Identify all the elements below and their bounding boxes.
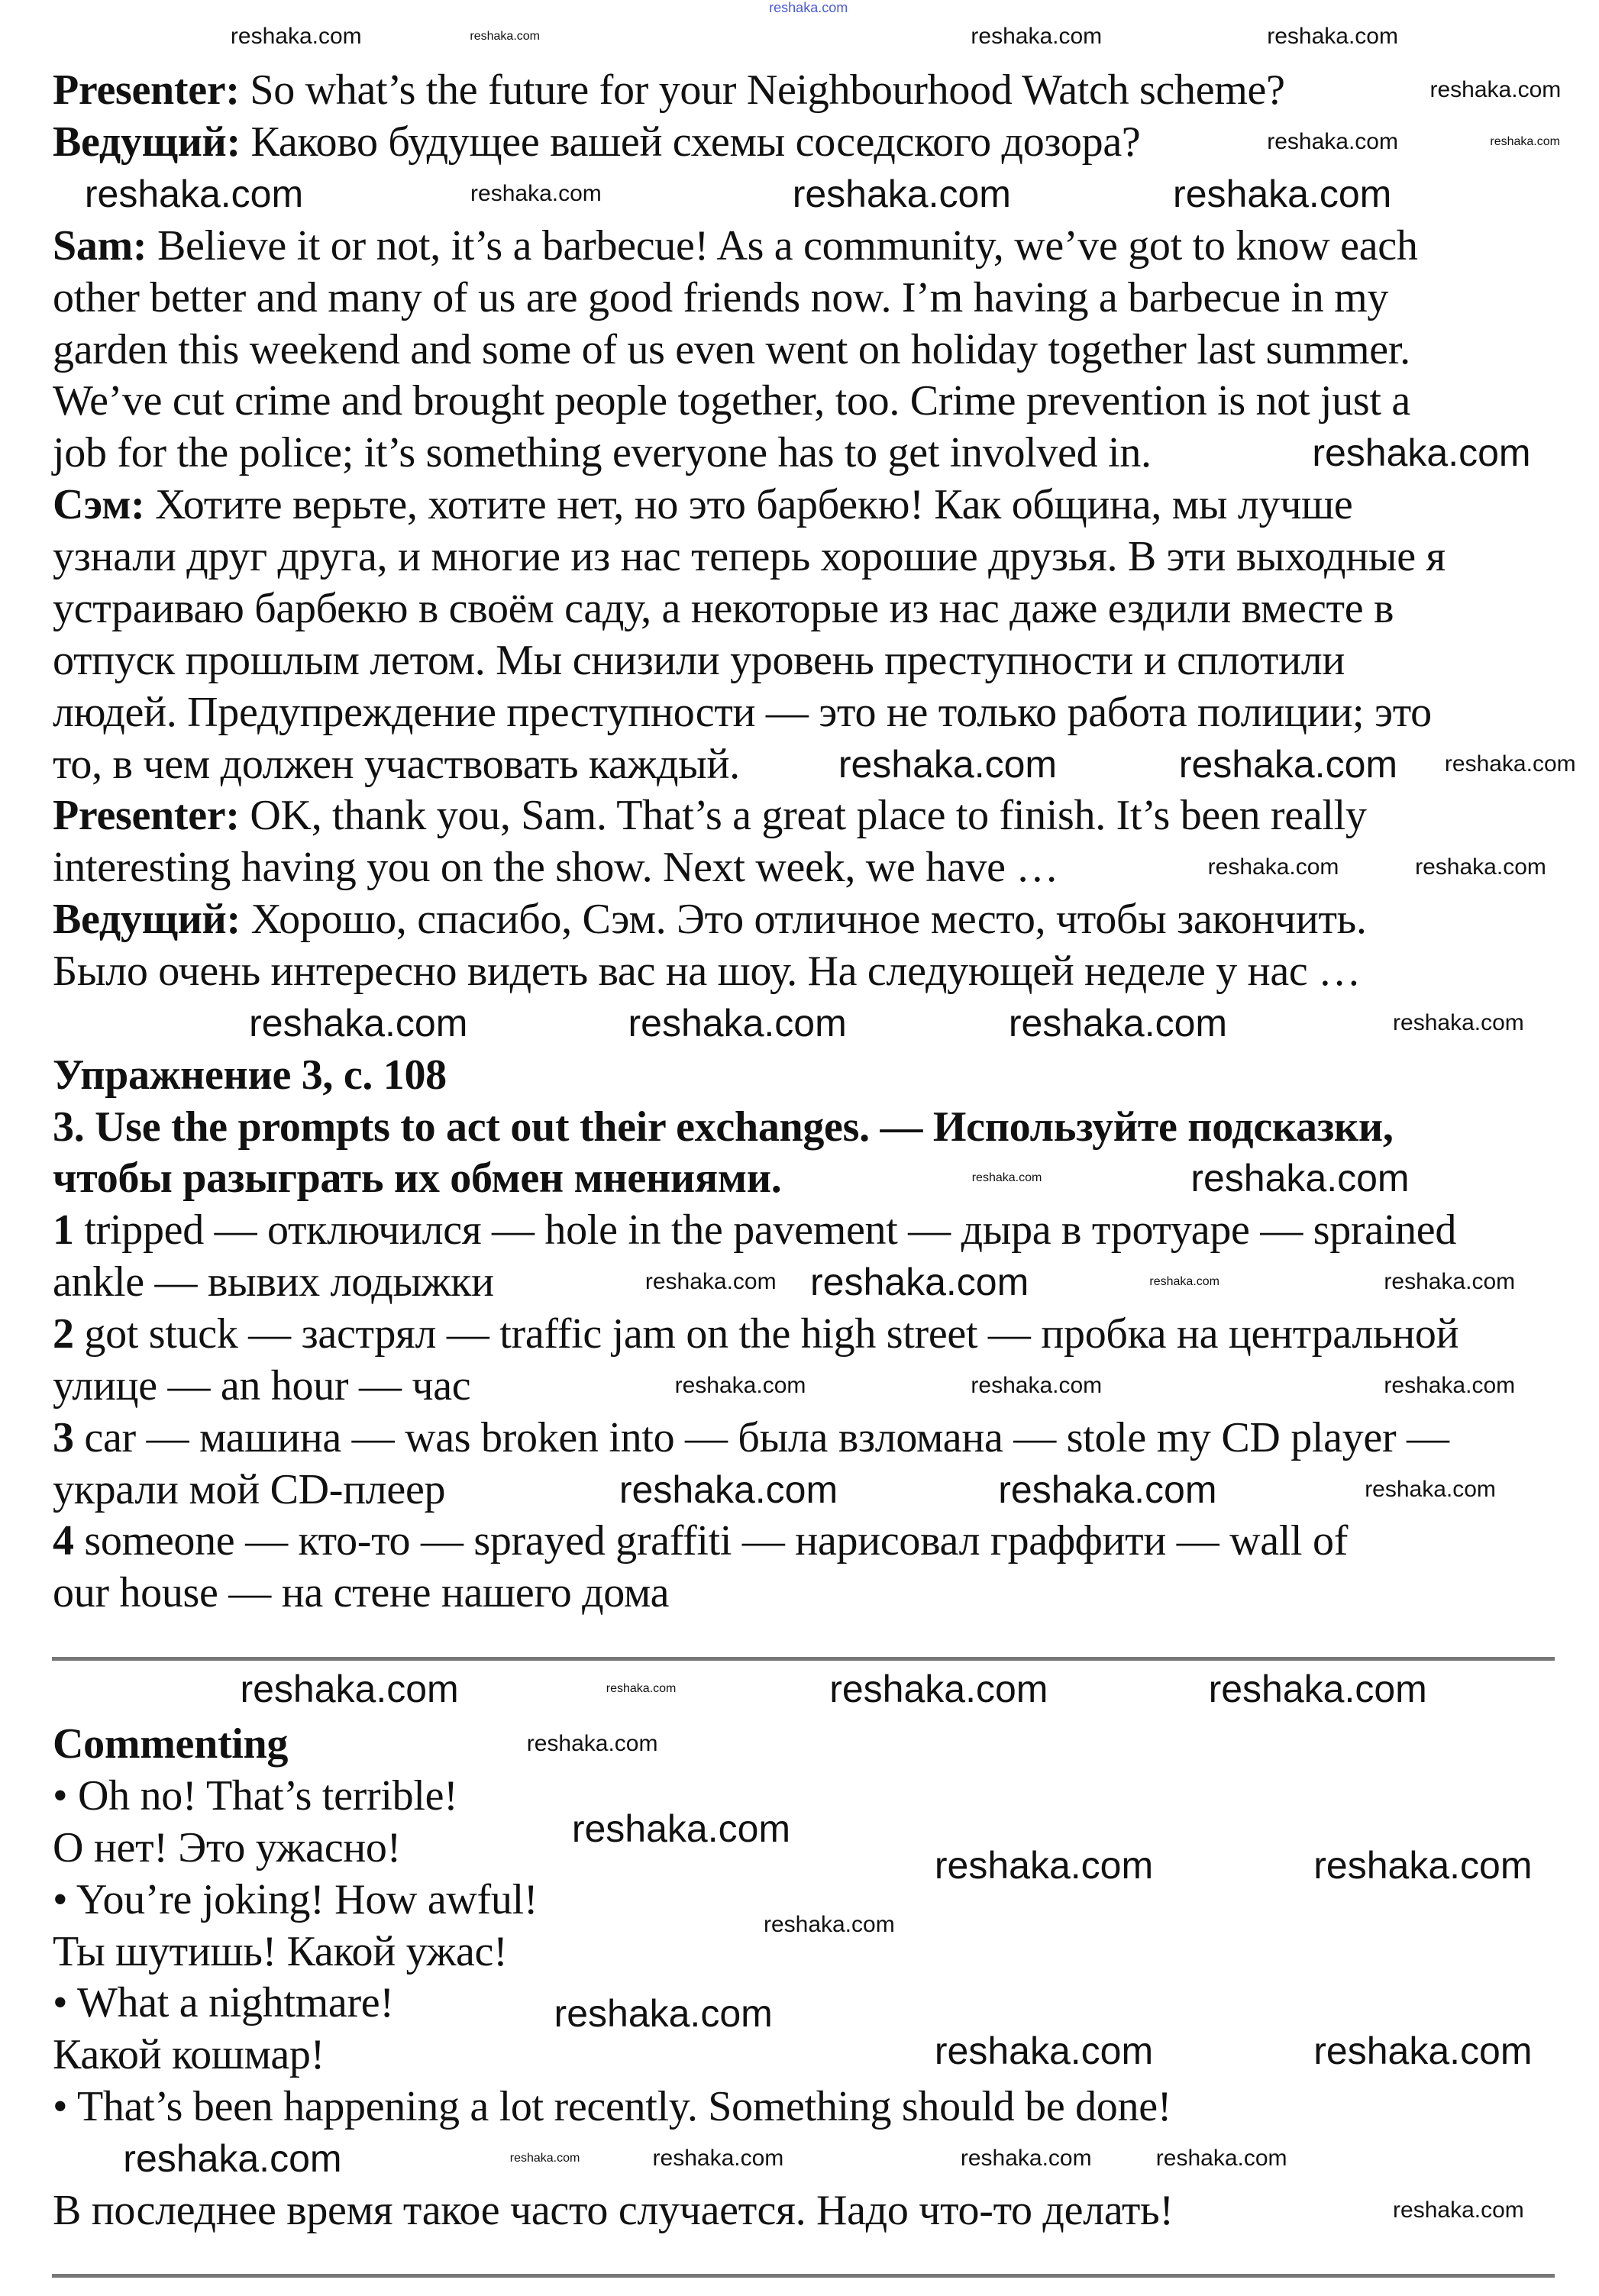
text-line [53,635,1345,686]
text-line [53,1926,507,1978]
text-line [53,2185,1174,2236]
text-line [53,1515,1348,1567]
text-line [53,220,1418,272]
watermark: reshaka.com [1313,1844,1533,1887]
text-line [53,427,1152,479]
text-line [53,1874,538,1926]
line-text: Ты шутишь! Какой ужас! [53,1927,508,1975]
line-text: Believe it or not, it’s a barbecue! As a community, we’ve got to know each [147,221,1418,270]
text-line [53,1256,494,1308]
text-line [53,64,1285,116]
text-line [53,841,1058,893]
watermark: reshaka.com [249,1001,468,1045]
watermark: reshaka.com [1008,1001,1228,1045]
watermark: reshaka.com [960,2146,1092,2172]
watermark: reshaka.com [1490,135,1560,149]
text-line [53,686,1432,738]
watermark: reshaka.com [934,2029,1154,2072]
watermark: reshaka.com [1393,2197,1524,2223]
watermark: reshaka.com [971,1372,1103,1398]
bold-label: Ведущий: [53,118,241,166]
line-text: людей. Предупреждение преступности — это не только работа полиции; это [53,688,1432,736]
watermark: reshaka.com [769,0,848,15]
watermark: reshaka.com [1155,2146,1287,2172]
watermark: reshaka.com [1393,1009,1524,1035]
line-text: то, в чем должен участвовать каждый. [53,740,740,788]
watermark: reshaka.com [1149,1275,1219,1289]
watermark: reshaka.com [606,1682,677,1696]
line-text: ankle — вывих лодыжки [53,1258,494,1306]
watermark: reshaka.com [1444,751,1576,777]
line-text: garden this weekend and some of us even went on holiday together last summer. [53,325,1410,373]
text-line [53,945,1361,997]
bold-label: 4 [53,1517,74,1565]
line-text: узнали друг друга, и многие из нас теперь хорошие друзья. В эти выходные я [53,533,1446,581]
watermark: reshaka.com [619,1468,838,1511]
line-text: So what’s the future for your Neighbourhood Watch scheme? [239,66,1285,115]
text-line [53,272,1388,324]
watermark: reshaka.com [763,1911,895,1937]
divider [52,1657,1555,1661]
bold-label: Ведущий: [53,896,241,944]
bold-label: 2 [53,1310,74,1358]
bold-label: 3. Use the prompts to act out their exchanges. — Используйте подсказки, [53,1103,1394,1151]
line-text: отпуск прошлым летом. Мы снизили уровень преступности и сплотили [53,636,1345,684]
line-text: Каково будущее вашей схемы соседского дозора? [240,118,1141,166]
watermark: reshaka.com [123,2137,342,2181]
watermark: reshaka.com [1173,173,1392,215]
bold-label: Сэм: [53,481,145,529]
bold-label: Presenter: [53,66,240,115]
watermark: reshaka.com [934,1844,1154,1887]
text-line [53,893,1367,945]
text-line [53,1464,445,1516]
watermark: reshaka.com [809,1261,1029,1304]
bold-label: 3 [53,1413,74,1461]
watermark: reshaka.com [1415,854,1546,880]
line-text: Было очень интересно видеть вас на шоу. На следующей неделе у нас … [53,947,1361,995]
watermark: reshaka.com [1267,129,1398,155]
text-line [53,1412,1449,1464]
watermark: reshaka.com [1190,1157,1410,1200]
text-line [53,324,1410,376]
watermark: reshaka.com [792,173,1011,215]
watermark: reshaka.com [240,1668,459,1711]
watermark: reshaka.com [971,24,1103,50]
line-text: job for the police; it’s something everyone has to get involved in. [53,429,1152,477]
line-text: tripped — отключился — hole in the pavement — дыра в тротуаре — sprained [73,1206,1457,1255]
line-text: interesting having you on the show. Next week, we have … [53,844,1059,892]
text-line [53,1152,781,1204]
line-text: OK, thank you, Sam. That’s a great place to finish. It’s been really [239,792,1367,840]
line-text: someone — кто-то — sprayed graffiti — нарисовал граффити — wall of [73,1517,1349,1565]
bold-label: Commenting [53,1720,289,1768]
watermark: reshaka.com [470,181,602,206]
bold-label: Presenter: [53,792,240,840]
text-line [53,583,1394,635]
watermark: reshaka.com [1384,1372,1516,1398]
text-line [53,116,1140,168]
text-line [53,790,1367,841]
line-text: got stuck — застрял — traffic jam on the high street — пробка на центральной [73,1310,1459,1358]
bold-label: Упражнение 3, с. 108 [53,1051,447,1099]
watermark: reshaka.com [1365,1476,1496,1502]
line-text: О нет! Это ужасно! [53,1823,401,1871]
watermark: reshaka.com [84,173,304,215]
text-line [53,1822,401,1874]
line-text: • That’s been happening a lot recently. Something should be done! [53,2083,1172,2131]
line-text: Хотите верьте, хотите нет, но это барбекю! Как община, мы лучше [144,481,1353,529]
watermark: reshaka.com [829,1668,1048,1711]
watermark: reshaka.com [554,1992,773,2036]
line-text: • You’re joking! How awful! [53,1875,538,1923]
watermark: reshaka.com [652,2146,784,2172]
line-text: улице — an hour — час [53,1361,471,1410]
watermark: reshaka.com [838,742,1058,786]
text-line [53,1101,1394,1153]
watermark: reshaka.com [571,1807,791,1850]
watermark: reshaka.com [1267,24,1398,50]
line-text: We’ve cut crime and brought people together, too. Crime prevention is not just a [53,377,1410,425]
line-text: our house — на стене нашего дома [53,1569,670,1617]
text-line [53,1308,1458,1360]
watermark: reshaka.com [230,24,362,50]
line-text: • Oh no! That’s terrible! [53,1772,458,1820]
watermark: reshaka.com [470,30,540,44]
text-line [53,1049,447,1101]
text-line [53,531,1446,583]
watermark: reshaka.com [1178,742,1398,786]
line-text: устраиваю барбекю в своём саду, а некоторые из нас даже ездили вместе в [53,584,1394,632]
text-line [53,2029,325,2081]
line-text: В последнее время такое часто случается. Надо что-то делать! [53,2186,1174,2234]
watermark: reshaka.com [998,1468,1217,1511]
watermark: reshaka.com [509,2152,580,2165]
watermark: reshaka.com [1384,1269,1516,1295]
watermark: reshaka.com [1312,431,1531,475]
watermark: reshaka.com [1207,854,1339,880]
bold-label: 1 [53,1206,74,1255]
text-line [53,1977,394,2029]
watermark: reshaka.com [674,1372,806,1398]
watermark: reshaka.com [1208,1668,1427,1711]
watermark: reshaka.com [971,1171,1042,1185]
line-text: Хорошо, спасибо, Сэм. Это отличное место, чтобы закончить. [240,896,1367,944]
text-line [53,375,1410,427]
watermark: reshaka.com [1429,77,1562,103]
text-line [53,1718,288,1770]
line-text: other better and many of us are good friends now. I’m having a barbecue in my [53,273,1389,321]
bold-label: чтобы разыграть их обмен мнениями. [53,1154,782,1203]
text-line [53,1770,458,1822]
line-text: car — машина — was broken into — была взломана — stole my CD player — [73,1413,1449,1461]
line-text: • What a nightmare! [53,1979,394,2027]
watermark: reshaka.com [628,1001,847,1045]
watermark: reshaka.com [1313,2029,1533,2072]
text-line [53,1204,1456,1256]
watermark: reshaka.com [526,1731,658,1757]
text-line [53,479,1353,531]
text-line [53,2081,1171,2133]
text-line [53,738,740,790]
line-text: украли мой CD-плеер [53,1465,446,1513]
text-line [53,1360,470,1412]
line-text: Какой кошмар! [53,2031,325,2079]
text-line [53,1567,669,1619]
watermark: reshaka.com [644,1269,777,1295]
divider [52,2274,1555,2278]
bold-label: Sam: [53,221,147,270]
